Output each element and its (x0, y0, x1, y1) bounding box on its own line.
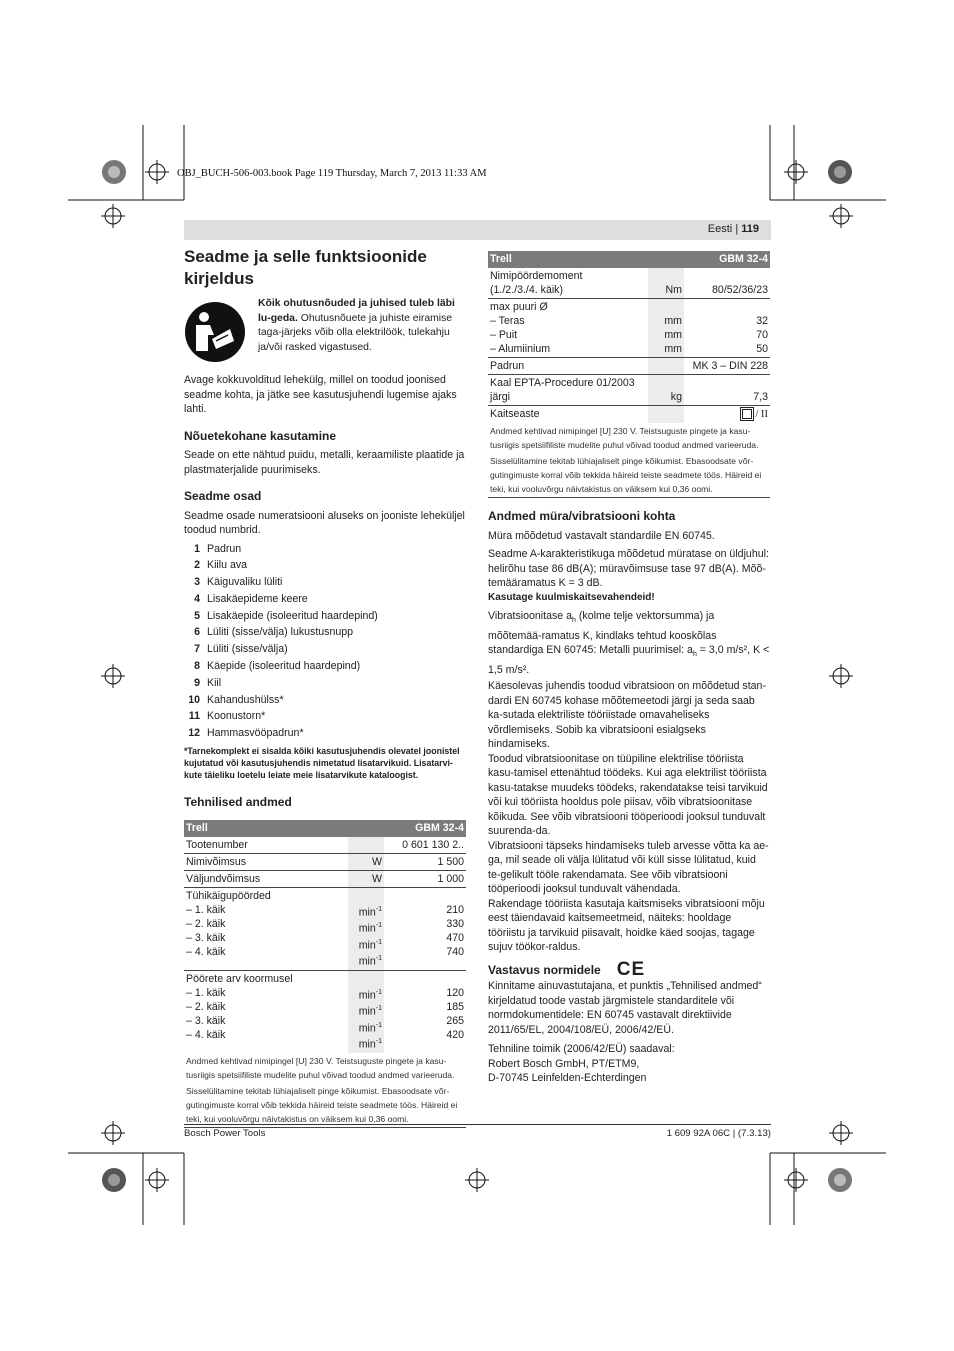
conformity-heading-row (488, 958, 770, 980)
heading-conformity: Vastavus normidele (488, 962, 601, 977)
table-row: Padrun MK 3 – DIN 228 (488, 358, 770, 375)
intro-text: Avage kokkuvolditud lehekülg, millel on toodud joonised seadme kohta, ja jätke see kasutusjuhendi lugemise ajaks lahti. (184, 374, 457, 415)
table-header: Trell (184, 820, 348, 837)
table-row: Tootenumber 0 601 130 2.. (184, 837, 466, 854)
table-header: Trell (488, 251, 648, 268)
vibration-text-5: Rakendage tööriista kasutaja kaitsmiseks vibratsiooni mõju eest täiendavaid kaitsemeetmeid, näiteks: hooldage tööriistu ja tarvikuid piisavalt, hoidke käed soojas, tagage sujuv töökor-raldus. (488, 897, 765, 954)
list-item: 7 Lüliti (sisse/välja) (194, 643, 288, 656)
warning-bold: Kõik ohutusnõuded ja juhised tuleb läbi lu-geda. (258, 298, 455, 324)
list-item: 10 Kahandushülss* (188, 693, 284, 706)
list-item: 3 Käiguvaliku lüliti (194, 576, 283, 589)
table-header-model: GBM 32-4 (384, 820, 466, 837)
list-item: 2 Kiilu ava (194, 559, 248, 572)
page-footer (184, 1124, 771, 1139)
list-item: 4 Lisakäepideme keere (194, 592, 308, 605)
left-column (184, 246, 466, 1128)
list-item: 11 Koonustorn* (188, 710, 266, 723)
conformity-text: Kinnitame ainuvastutajana, et punktis „Tehnilised andmed“ kirjeldatud toode vastab järgmistele standarditele või normdokumentidele: EN 60745 vastavalt direktiivide 2011/65/EL, 2004/108/EÜ, 2006/42/EÜ. (488, 980, 762, 1036)
table-row: max puuri Ø – Teras – Puit – Alumiinium mm mm mm 32 70 50 (488, 299, 770, 358)
warning-text: Ohutusnõuete ja juhiste eiramise taga-järjeks võib olla elektrilöök, tulekahju ja/või rasked vigastused. (258, 312, 453, 353)
table-note: Sisselülitamine tekitab lühiajaliselt pinge kõikumist. Ebasoodsate võr-gutingimuste korral võib tekkida häireid teiste seadmete töös. Häireid ei teki, kui vooluvõrgu näivtakistus on väiksem kui 0,36 oomi. (184, 1083, 466, 1128)
heading-intended-use: Nõuetekohane kasutamine (184, 428, 337, 443)
section-title: Seadme ja selle funktsioonide kirjeldus (184, 247, 427, 288)
list-item: 1 Padrun (194, 542, 242, 555)
right-column (488, 251, 770, 1086)
table-note: Andmed kehtivad nimipingel [U] 230 V. Teistsuguste pingete ja kasu-tusriigis spetsiifiliste mudelite puhul võivad toodud andmed varieeruda. (186, 1055, 455, 1080)
tech-data-table (184, 820, 466, 1128)
tech-data-table-cont (488, 251, 770, 498)
heading-noise: Andmed müra/vibratsiooni kohta (488, 509, 676, 523)
vibration-text-3: Toodud vibratsioonitase on tüüpiline elektrilise tööriista kasu-tamisel ettenähtud töödeks. Kui aga elektrilist tööriista kasu-tatakse muudeks töödeks, rakendatakse teisi tarvikuid või kui tööriista hooldus pole piisav, võib vibratsioonitase kõikuda. See võib vibratsiooni tööperioodi jooksul tunduvalt suurenda-da. (488, 752, 768, 838)
table-row: Pöörete arv koormusel – 1. käik – 2. käik – 3. käik – 4. käik $\min^{-1}$ $\min^{-1}$ $\min^{-1}$ $\min^{-1}$ 120 185 265 420 (184, 970, 466, 1053)
ce-mark-icon: CE (616, 958, 646, 980)
table-note: Andmed kehtivad nimipingel [U] 230 V. Teistsuguste pingete ja kasu-tusriigis spetsiifiliste mudelite puhul võivad toodud andmed varieeruda. (490, 426, 759, 450)
parts-intro: Seadme osade numeratsiooni aluseks on jooniste leheküljel toodud numbrid. (184, 509, 465, 536)
page-num: 119 (741, 223, 759, 235)
intended-use-text: Seade on ette nähtud puidu, metalli, keraamiliste plaatide ja plastmaterjalide puurimiseks. (184, 449, 465, 476)
hearing-protection-warning: Kasutage kuulmiskaitsevahendeid! (488, 591, 655, 603)
page-number (708, 223, 759, 235)
table-row: Väljundvõimsus W 1 000 (184, 870, 466, 887)
table-header-model: GBM 32-4 (684, 251, 770, 268)
footer-brand: Bosch Power Tools (184, 1128, 266, 1139)
list-item: 12 Hammasvööpadrun* (188, 727, 304, 740)
table-row: Kaal EPTA-Procedure 01/2003 järgi kg 7,3 (488, 375, 770, 406)
list-item: 6 Lüliti (sisse/välja) lukustusnupp (194, 626, 354, 639)
parts-list (184, 541, 466, 743)
safety-warning (184, 297, 466, 363)
vibration-text-1: Vibratsioonitase $a_h$ (kolme telje vektorsumma) ja mõõtemää-ramatus K, kindlaks tehtud kooskõlas standardiga EN 60745: Metalli puurimisel: $a_h = 3,0$ m/s², K < 1,5 m/s². (488, 610, 770, 676)
parts-footnote: *Tarnekomplekt ei sisalda kõiki kasutusjuhendis olevatel joonistel kujutatud või kasutusjuhendis nimetatud lisatarvikuid. Lisatarvi-kute täieliku loetelu leiate meie lisatarvikute kataloogist. (184, 746, 460, 781)
footer-doc-number: 1 609 92A 06C | (7.3.13) (666, 1128, 771, 1139)
vibration-text-4: Vibratsiooni täpseks hindamiseks tuleb arvesse võtta ka ae-ga, mil seade oli välja lülitatud või küll sisse lülitatud, kuid te-gelikult tööle rakendamata. See võib vibratsiooni tööperioodi jooksul tunduvalt vähendada. (488, 839, 769, 896)
table-note: Sisselülitamine tekitab lühiajaliselt pinge kõikumist. Ebasoodsate võr-gutingimuste korral võib tekkida häireid teiste seadmete töös. Häireid ei teki, kui vooluvõrgu näivtakistus on väiksem kui 0,36 oomi. (488, 453, 770, 498)
page-header-bar (184, 220, 771, 240)
tech-file-block: Tehniline toimik (2006/42/EÜ) saadaval: Robert Bosch GmbH, PT/ETM9, D-70745 Leinfelden-Echterdingen (488, 1043, 675, 1085)
separator: | (735, 223, 739, 235)
noise-text-1: Müra mõõdetud vastavalt standardile EN 60745. (488, 529, 715, 542)
heading-tech-data: Tehnilised andmed (184, 795, 292, 810)
double-insulation-icon (742, 409, 752, 419)
noise-text-2: Seadme A-karakteristikuga mõõdetud müratase on üldjuhul: helirõhu tase 86 dB(A); müravõimsuse tase 97 dB(A). Mõõ-temääramatus K = 3 dB. (488, 548, 769, 589)
list-item: 5 Lisakäepide (isoleeritud haardepind) (194, 609, 378, 622)
table-row: Tühikäigupöörded – 1. käik – 2. käik – 3. käik – 4. käik $\min^{-1}$ $\min^{-1}$ $\min^{-1}$ $\min^{-1}$ 210 330 470 740 (184, 887, 466, 970)
table-row: Kaitseaste / II (488, 406, 770, 424)
read-manual-icon (184, 301, 246, 363)
file-slug: OBJ_BUCH-506-003.book Page 119 Thursday, March 7, 2013 11:33 AM (177, 168, 487, 179)
list-item: 8 Käepide (isoleeritud haardepind) (194, 660, 361, 673)
language-label: Eesti (707, 223, 733, 235)
list-item: 9 Kiil (194, 676, 222, 689)
table-row: Nimivõimsus W 1 500 (184, 853, 466, 870)
heading-parts: Seadme osad (184, 489, 262, 503)
table-row: Nimipöördemoment (1./2./3./4. käik) Nm 80/52/36/23 (488, 268, 770, 299)
vibration-text-2: Käesolevas juhendis toodud vibratsioon on mõõdetud stan-dardi EN 60745 kohase mõõtemeetodi järgi ja seda saab ka-sutada elektriliste tööriistade omavaheliseks võrdlemiseks. Sobib ka vibratsiooni esialgseks hindamiseks. (488, 680, 766, 751)
